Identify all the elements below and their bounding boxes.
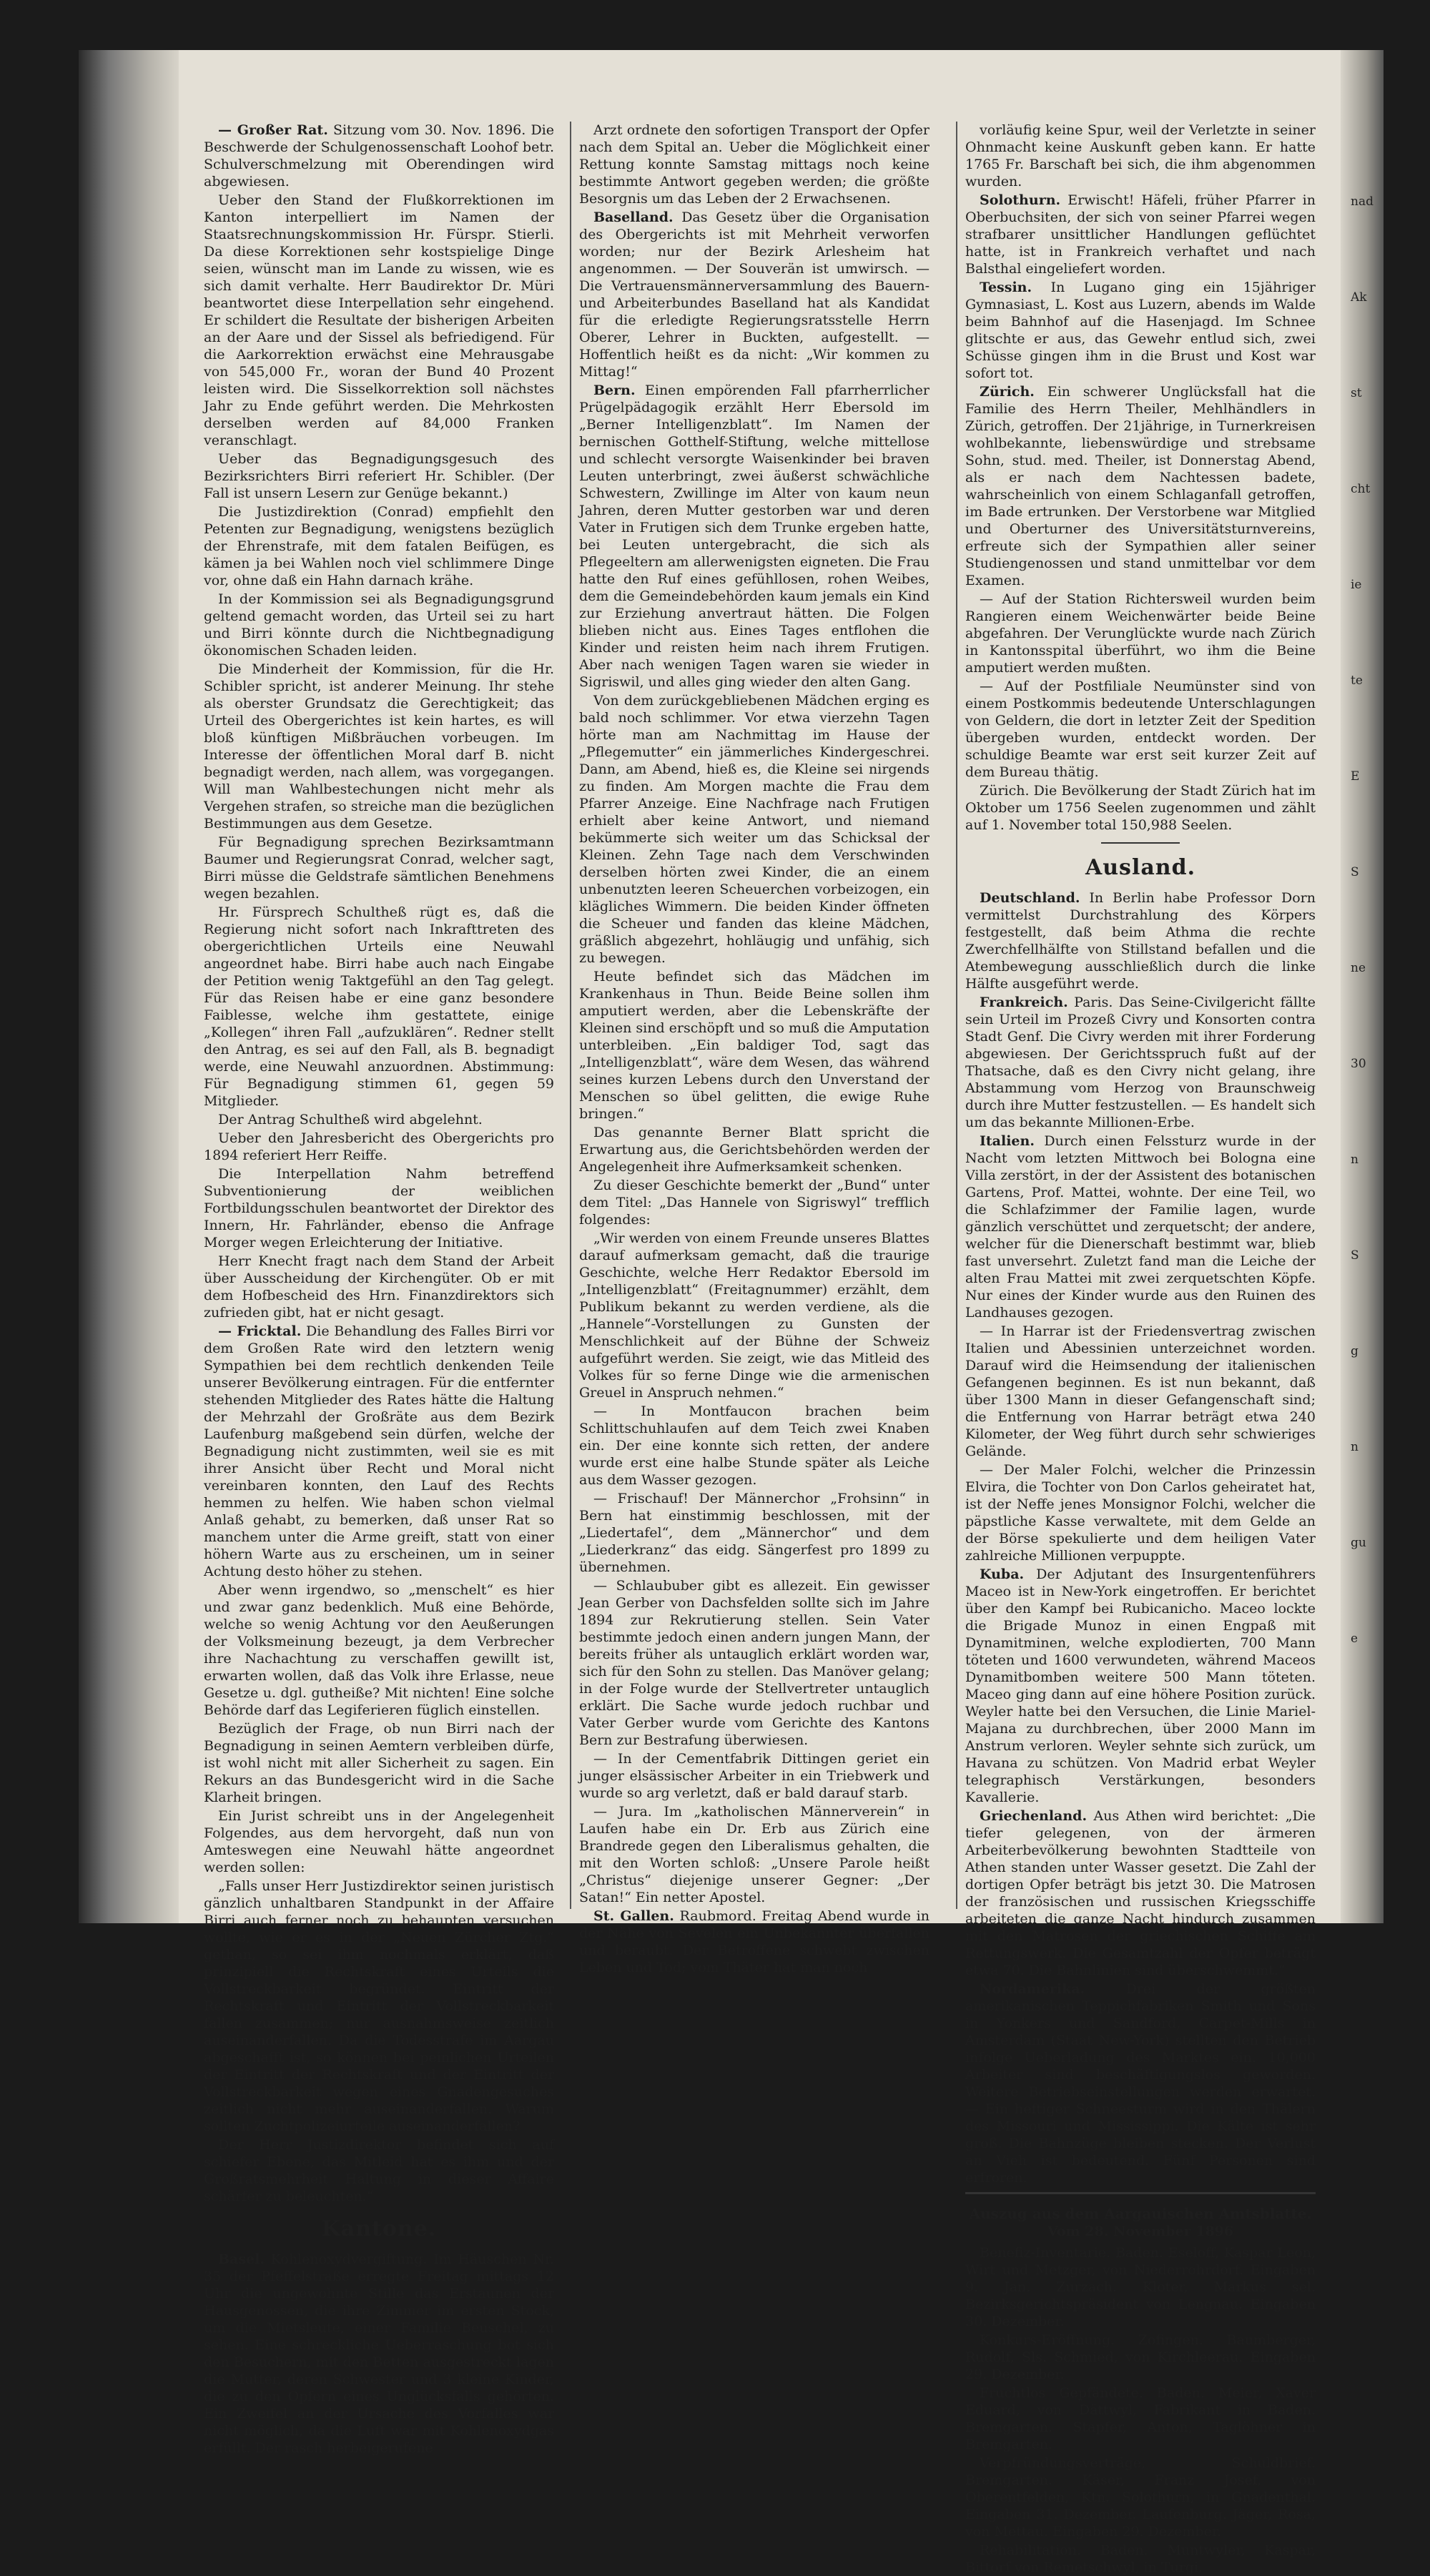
edge-fragment: S xyxy=(1351,865,1359,879)
edge-fragment: nad xyxy=(1351,194,1374,209)
column-1 xyxy=(204,122,555,2456)
paragraph-text: Zu dieser Geschichte bemerkt der „Bund“ unter dem Titel: „Das Hannele von Sigriswyl“ trefflich folgendes: xyxy=(579,1178,930,1228)
column-rule xyxy=(956,122,957,1909)
paragraph xyxy=(204,661,554,832)
article-lead: Zürich. xyxy=(980,384,1035,400)
basel-lead: Basel. xyxy=(218,2251,265,2267)
paragraph xyxy=(579,1230,930,1401)
baselland-text: Das Gesetz über die Organisation des Obergerichts ist mit Mehrheit verworfen worden; nur der Bezirk Arlesheim hat angenommen. — Der Souverän ist umwirsch. — Die Vertrauensmännerversammlung des Bauern- und Arbeiterbundes Baselland hat als Kandidat für die erledigte Regierungsratsstelle Herrn Oberer, Lehrer in Buckten, aufgestellt. — Hoffentlich heißt es da nicht: „Wir kommen zu Mittag!“ xyxy=(579,209,930,380)
stgallen-article xyxy=(579,1908,930,1976)
paragraph-text: Ueber den Stand der Flußkorrektionen im Kanton interpelliert im Namen der Staatsrechnungskommission Hr. Fürspr. Stierli. Da diese Korrektionen sehr kostspielige Dinge seien, wünscht man im Lande zu wissen, wie es sich damit verhalte. Herr Baudirektor Dr. Müri beantwortet diese Interpellation sehr eingehend. Er schildert die Resultate der bisherigen Arbeiten an der Aare und der Sissel als befriedigend. Für die Aarkorrektion erwächst eine Mehrausgabe von 545,000 Fr., woran der Bund 40 Prozent leisten wird. Die Sisselkorrektion soll nächstes Jahr zu Ende geführt werden. Die Mehrkosten derselben werden auf 84,000 Franken veranschlagt. xyxy=(204,192,554,448)
kuba-text: Der Adjutant des Insurgentenführers Maceo ist in New-York eingetroffen. Er berichtet über den Kampf bei Rubicanicho. Maceo lockte die Brigade Munoz in einen Engpaß mit Dynamitminen, welche explodierten, 700 Mann töteten und 1600 verwundeten, während Maceos Dynamitbomben weitere 500 Mann töteten. Maceo ging dann auf eine höhere Position zurück. Weyler hatte bei den Versuchen, die Linie Mariel-Majana zu durchbrechen, über 2000 Mann im Anstrum verloren. Weyler sehnte sich zurück, um Havana zu schützen. Von Madrid erbat Weyler telegraphisch Verstärkungen, besonders Kavallerie. xyxy=(965,1566,1316,1805)
edge-fragment: cht xyxy=(1351,482,1371,496)
paragraph-text: Zürich. Die Bevölkerung der Stadt Zürich hat im Oktober um 1756 Seelen zugenommen und zählt auf 1. November total 150,988 Seelen. xyxy=(965,783,1316,833)
paragraph-text: Hr. Fürsprech Schultheß rügt es, daß die Regierung nicht sofort nach Inkrafttreten des obergerichtlichen Urteils eine Neuwahl angeordnet habe. Birri habe auch nach Eingabe der Petition wenig Taktgefühl an den Tag gelegt. Für das Reisen habe er eine ganz besondere Faiblesse, welche ihm gestattete, einige „Kollegen“ ihren Fall „aufzuklären“. Redner stellt den Antrag, es sei auf den Fall, als B. begnadigt werde, eine Neuwahl anzuordnen. Abstimmung: Für Begnadigung stimmen 61, gegen 59 Mitglieder. xyxy=(204,904,554,1109)
newspaper-page xyxy=(79,50,1384,2575)
baselland-article xyxy=(579,209,930,380)
paragraph-text: Aber wenn irgendwo, so „menschelt“ es hier und zwar ganz bedenklich. Muß eine Behörde, welche so wenig Achtung vor den Aeußerungen der Volksmeinung bezeugt, ja dem Verbrecher ihre Nachachtung zu verschaffen gewillt ist, erwarten wollen, daß das Volk ihre Erlasse, neue Gesetze u. dgl. gutheiße? Mit nichten! Eine solche Behörde darf das Legiferieren füglich einstellen. xyxy=(204,1582,554,1718)
deutschland-lead: Deutschland. xyxy=(980,890,1080,906)
bern-article xyxy=(579,382,930,1906)
column-2 xyxy=(579,122,930,1975)
kuba-article xyxy=(965,1566,1316,1806)
divider xyxy=(965,2192,1316,2194)
paragraph-text: Durch einen Felssturz wurde in der Nacht vom letzten Mittwoch bei Bologna eine Villa zerstört, in der der Assistent des botanischen Gartens, Prof. Mattei, wohnte. Der eine Teil, wo die Schlafzimmer der Familie lagen, wurde gänzlich verschüttet und zerquetscht; der andere, welcher für die Dienerschaft bestimmt war, blieb fast unversehrt. Zuletzt fand man die Leiche der alten Frau Mattei mit zwei zerquetschten Köpfe. Nur eines der Kinder wurde aus den Ruinen des Landhauses gezogen. xyxy=(965,1133,1316,1321)
edge-fragment: e xyxy=(1351,1632,1358,1646)
paragraph xyxy=(204,904,554,1110)
edge-fragment: ne xyxy=(1351,961,1366,975)
nordamerika-lead: Nordamerika. xyxy=(980,1981,1085,1997)
paragraph-text: Fruchtlos Gepfändete. Baden. Meier, Xaver Eduard, von Dättwyl, Fabrikant in Baden. Bremgarten. Stapfer, Anton, Taglöhner in Bremgarten. xyxy=(965,2385,1316,2452)
edge-fragment: Ak xyxy=(1351,290,1367,305)
paragraph-text: Das genannte Berner Blatt spricht die Erwartung aus, die Gerichtsbehörden werden der Angelegenheit ihre Aufmerksamkeit schenken. xyxy=(579,1125,930,1175)
paragraph xyxy=(965,591,1316,676)
paragraph xyxy=(579,1124,930,1175)
paragraph-text: Von dem zurückgebliebenen Mädchen erging es bald noch schlimmer. Vor etwa vierzehn Tagen hörte man am Nachmittag im Hause der „Pflegemutter“ ein jämmerliches Kindergeschrei. Dann, am Abend, hieß es, die Kleine sei nirgends zu finden. Am Morgen machte die Frau dem Pfarrer Anzeige. Eine Nachfrage nach Frutigen erhielt aber keine Antwort, und niemand bekümmerte sich weiter um das Schicksal der Kleinen. Zehn Tage nach dem Verschwinden derselben hörten zwei Kinder, die an einem unbenutzten leeren Scheuerchen vorbeizogen, ein klägliches Wimmern. Die beiden Kinder öffneten die Scheuer und fanden das kleine Mädchen, gräßlich abgezehrt, hohläugig und unfähig, sich zu bewegen. xyxy=(579,693,930,966)
paragraph xyxy=(965,678,1316,781)
paragraph-text: — Auf der Postfiliale Neumünster sind von einem Postkommis bedeutende Unterschlagungen von Geldern, die dort in letzter Zeit der Spedition übergeben wurden, entdeckt worden. Der schuldige Beamte war erst seit kurzer Zeit auf dem Bureau thätig. xyxy=(965,678,1316,780)
edge-fragment: 30 xyxy=(1351,1057,1366,1071)
solothurn-lead: Solothurn. xyxy=(980,192,1061,208)
paragraph xyxy=(965,1461,1316,1564)
paragraph-text: — In Montfaucon brachen beim Schlittschuhlaufen auf dem Teich zwei Knaben ein. Der eine konnte sich retten, der andere wurde erst eine halbe Stunde später als Leiche aus dem Wasser gezogen. xyxy=(579,1403,930,1488)
paragraph-text: Benefiz-Inventarie. Baden. Eseloff, Kaspar Leon, Wirt und Metzger, von Niederrohrdorf. Eingaben 9. Jan. Zurzach. Kloter, Markus sel. Bezirksgerichtspräsident von Lengnau. Eingaben 30. Dezember. xyxy=(965,2245,1316,2329)
paragraph-text: Konkurs-Eröffnung. Zofingen. Baumberger, Rudolf, Sls. Schmied, von Kirchleerau. Eingaben 29. Dezember. xyxy=(965,2332,1316,2382)
paragraph-text: Die Interpellation Nahm betreffend Subventionierung der weiblichen Fortbildungsschulen beantwortet der Direktor des Innern, Hr. Fahrländer, ebenso die Anfrage Morger wegen Erleichterung der Initiative. xyxy=(204,1166,554,1250)
section-heading-kantone: Kantone. xyxy=(321,2216,437,2241)
paragraph-text: Die Justizdirektion (Conrad) empfiehlt den Petenten zur Begnadigung, wenigstens bezüglich der Ehrenstrafe, mit dem fatalen Beifügen, es kämen ja bei Wahlen noch viel schlimmere Dinge vor, ohne daß ein Hahn darnach krähe. xyxy=(204,504,554,588)
paragraph-text: Ueber das Begnadigungsgesuch des Bezirksrichters Birri referiert Hr. Schibler. (Der Fall ist unsern Lesern zur Genüge bekannt.) xyxy=(204,451,554,501)
paragraph-text: — Jura. Im „katholischen Männerverein“ in Laufen habe ein Dr. Erb aus Zürich eine Brandrede gegen den Liberalismus gehalten, die mit den Worten schloß: „Unsere Parole heißt „Christus“ diejenige unserer Gegner: „Der Satan!“ Ein netter Apostel. xyxy=(579,1804,930,1905)
paragraph-text: „Falls unser Herr Justizdirektor seinen juristisch gänzlich unhaltbaren Standpunkt in der Affaire Birri auch ferner noch zu behaupten versuchen wollte, wie er es in der „Neuen Zürcher Ztg.“ gethan, so sei ihm nochmals erklärt, daß prinzipiell die Rechtskraft eines Urteils die Vollstreckbarkeit begründet. Eintritt der Rechtskraft und Eintritt der Vollstreckbarkeit fallen zusammen; nur ausnahmsweise zeitlich auseinanderfallen. Da die Todesstrafe im Aargau abgeschafft ist, so können bei peinlichen Urteilen der Eintritt der Rechtskraft und der Eintritt der Vollstreckbarkeit wegen eines Gnadengesuches zeitlich nicht mehr auseinanderfallen. Warum sollten Zuchtpolizeiurteile auseinanderfallen? xyxy=(204,1878,554,2134)
paragraph-text: Rehabilitation. Baden. Muntwyler, Kaspar, Bittorf von Remetschwyl, in Turgi. xyxy=(965,2542,1316,2575)
paragraph-text: Heute befindet sich das Mädchen im Krankenhaus in Thun. Beide Beine sollen ihm amputiert werden, aber die Lebenskräfte der Kleinen sind erschöpft und so muß die Amputation unterbleiben. „Ein baldiger Tod, sagt das „Intelligenzblatt“, wäre dem Wesen, das während seines kurzen Lebens durch den Unverstand der Menschen so übel gelitten, die ewige Ruhe bringen.“ xyxy=(579,969,930,1122)
paragraph-text: Bezüglich der Frage, ob nun Birri nach der Begnadigung in seinen Aemtern verbleiben dürfe, ist wohl nicht mit aller Sicherheit zu sagen. Ein Rekurs an das Bundesgericht wird in die Sache Klarheit bringen. xyxy=(204,1721,554,1805)
paragraph-text: „Wir werden von einem Freunde unseres Blattes darauf aufmerksam gemacht, daß die traurige Geschichte, welche Herr Redaktor Ebersold im „Intelligenzblatt“ (Freitagnummer) erzählt, dem Publikum bekannt zu werden verdiene, als die „Hannele“-Vorstellungen zu Gunsten der Menschlichkeit auf der Bühne der Schweiz aufgeführt werden. Sie zeigt, wie das Mitleid des Volkes für so ferne Dinge wie die armenischen Greuel in Anspruch nehmen.“ xyxy=(579,1230,930,1401)
griechenland-lead: Griechenland. xyxy=(980,1808,1088,1824)
continuation-text: Arzt ordnete den sofortigen Transport der Opfer nach dem Spital an. Ueber die Möglichkeit einer Rettung konnte Samstag mittags noch keine bestimmte Antwort gegeben werden; die größte Besorgnis um das Leben der 2 Erwachsenen. xyxy=(579,122,930,207)
paragraph xyxy=(579,1490,930,1576)
column-3 xyxy=(965,122,1316,2575)
paragraph-text: Ein Jurist schreibt uns in der Angelegenheit Folgendes, aus dem hervorgeht, daß nun von Amteswegen eine Neuwahl hätte angeordnet werden sollen: xyxy=(204,1808,554,1875)
stgallen-text: Raubmord. Freitag Abend wurde in der Nähe von Sevelen ein Unbekannter überfallen und beraubt. Der Betroffene schwebt zwischen Leben und Tod; vom Thäter hat man noch xyxy=(579,1908,930,1975)
basel-article xyxy=(204,2251,554,2457)
paragraph-text: Für Begnadigung sprechen Bezirksamtmann Baumer und Regierungsrat Conrad, welcher sagt, Birri müsse die Geldstrafe sämtlichen Benehmens wegen bezahlen. xyxy=(204,834,554,902)
paragraph-text: Ueber den Jahresbericht des Obergerichts pro 1894 referiert Herr Reiffe. xyxy=(204,1130,554,1163)
amtsblatt-date: Vom 28. November 1896 xyxy=(1047,2224,1234,2239)
binding-gutter xyxy=(79,50,179,1923)
edge-fragment: st xyxy=(1351,386,1362,400)
paragraph xyxy=(965,1132,1316,1321)
paragraph xyxy=(204,192,554,449)
article-lead: — Großer Rat. xyxy=(218,122,328,138)
paragraph xyxy=(965,2454,1316,2540)
paragraph-text: Der Herr Justizdirektor befindet sich auf schiefer Ebene, das Mitleid hat es ihm und der Großratsmehrheit Haltung in dieser Affaire schärfer zu beleuchten.“ xyxy=(204,2137,554,2204)
paragraph-text: In der Kommission sei als Begnadigungsgrund geltend gemacht worden, das Urteil sei zu hart und Birri könnte durch die Nichtbegnadigung ökonomischen Schaden leiden. xyxy=(204,591,554,658)
edge-fragment: gu xyxy=(1351,1536,1366,1550)
paragraph xyxy=(204,450,554,502)
paragraph xyxy=(579,1177,930,1228)
paragraph xyxy=(579,692,930,967)
paragraph xyxy=(579,382,930,691)
tessin-lead: Tessin. xyxy=(980,280,1032,295)
amtsblatt-title: Auszug aus dem Aargauischen Amtsblatte. xyxy=(969,2205,1312,2222)
edge-text-fragments xyxy=(1351,193,1379,1726)
section-heading-ausland: Ausland. xyxy=(1085,855,1196,880)
edge-fragment: n xyxy=(1351,1440,1358,1454)
article-lead: Italien. xyxy=(980,1133,1035,1149)
stgallen-lead: St. Gallen. xyxy=(593,1908,674,1924)
paragraph xyxy=(204,1130,554,1164)
paragraph-text: — Schlaububer gibt es allezeit. Ein gewisser Jean Gerber von Dachsfelden sollte sich im Jahre 1894 zur Rekrutierung stellen. Sein Vater bestimmte jedoch einen andern jungen Mann, der bereits früher als untauglich erklärt worden war, sich für den Sohn zu stellen. Das Manöver gelang; in der Folge wurde der Stellvertreter untauglich erklärt. Die Sache wurde jedoch ruchbar und Vater Gerber wurde vom Gerichte des Kantons Bern zur Bestrafung überwiesen. xyxy=(579,1578,930,1748)
paragraph-text: — Frischauf! Der Männerchor „Frohsinn“ in Bern hat einstimmig beschlossen, mit der „Liedertafel“, dem „Männerchor“ und dem „Liederkranz“ das eidg. Sängerfest pro 1899 zu übernehmen. xyxy=(579,1491,930,1575)
article-lead: — Fricktal. xyxy=(218,1323,302,1339)
paragraph xyxy=(204,503,554,589)
baselland-lead: Baselland. xyxy=(593,209,674,225)
solothurn-text: Erwischt! Häfeli, früher Pfarrer in Oberbuchsiten, der sich von seiner Pfarrei wegen strafbarer unsittlicher Handlungen geflüchtet hatte, ist in Frankreich verhaftet und nach Balsthal eingeliefert worden. xyxy=(965,192,1316,277)
griechenland-text: Aus Athen wird berichtet: „Die tiefer gelegenen, von der ärmeren Arbeiterbevölkerung bewohnten Stadtteile von Athen standen unter Wasser gesetzt. Die Zahl der dortigen Opfer beträgt bis jetzt 30. Die Matrosen der französischen und russischen Kriegsschiffe arbeiteten die ganze Nacht hindurch zusammen mit den Matrosen der griechischen Schiffe am Rettungswerk. Die Gesamtzahl der Opfer beträgt etwa 70. Die Bahnlinien sind überschwemmt.“ xyxy=(965,1808,1316,1978)
divider xyxy=(1101,842,1180,844)
paragraph xyxy=(204,1877,554,2135)
paragraph xyxy=(579,1577,930,1749)
basel-text: Kohlenoxydvergiftung. Im Häuschen Nr. 35 der Pfeffelstraße erregte Freitag mittags 12 Uhr die ungewohnte Stille das Erstaunen der Hausgenossen, die ihre Zimmer im ersten Stock, um die Mietsleute, einer Familie Beuschel, zu sehen. Eine schreckliche Ueberraschung bot sich den Besuchern, mit den Betten ausgestreckt lagen die Mutter, deren Schwester und 3 kleine Kinder, die zu den Opfern eines Unglücksfalls gehörten. Ein Zweifel an der Ursache des Vorfalles war nicht möglich, da die Luft war mit Kohlenoxydgas erfüllt. Der rasch herbeigerufene xyxy=(204,2251,555,2456)
edge-fragment: te xyxy=(1351,673,1363,688)
grosser-rat-article xyxy=(204,122,554,1321)
deutschland-text: In Berlin habe Professor Dorn vermittelst Durchstrahlung des Körpers festgestellt, daß beim Athma die rechte Zwerchfellhälfte von Stillstand befallen und die Atembewegung ausschließlich durch die linke Hälfte ausgeführt werde. xyxy=(965,890,1316,992)
paragraph xyxy=(965,1323,1316,1460)
fricktal-article xyxy=(204,1323,554,2205)
paragraph xyxy=(204,122,554,190)
paragraph xyxy=(204,1111,554,1128)
zuerich-article xyxy=(965,383,1316,834)
paragraph-text: Der Antrag Schultheß wird abgelehnt. xyxy=(218,1112,483,1127)
paragraph-text: Die Minderheit der Kommission, für die Hr. Schibler spricht, ist anderer Meinung. Ihr stehe als oberster Grundsatz die Gerechtigkeit; das Urteil des Obergerichtes ist kein hartes, es will bloß künftigen Mißbräuchen vorbeugen. Im Interesse der öffentlichen Moral darf B. nicht begnadigt werden, nach allem, was vorgegangen. Will man Wahlbestechungen nicht mehr als Vergehen strafen, so streiche man die bezüglichen Bestimmungen aus dem Gesetze. xyxy=(204,661,554,831)
paragraph xyxy=(204,1323,554,1580)
paragraph-text: — Der Maler Folchi, welcher die Prinzessin Elvira, die Tochter von Don Carlos geheiratet hat, ist der Neffe jenes Monsignor Folchi, welcher die päpstliche Kasse verwaltete, mit dem Gelde an der Börse spekulierte und dem heiligen Vater zahlreiche Millionen verpuppte. xyxy=(965,1462,1316,1564)
paragraph-text: — In der Cementfabrik Dittingen geriet ein junger elsässischer Arbeiter in ein Triebwerk und wurde so arg verletzt, daß er bald darauf starb. xyxy=(579,1751,930,1801)
paragraph xyxy=(579,1403,930,1489)
solothurn-article xyxy=(965,192,1316,277)
paragraph xyxy=(965,2244,1316,2330)
paragraph xyxy=(204,1807,554,1876)
edge-fragment: S xyxy=(1351,1248,1359,1263)
amtsblatt-entries xyxy=(965,2244,1316,2576)
article-lead: Bern. xyxy=(593,383,636,398)
edge-fragment: E xyxy=(1351,769,1360,784)
deutschland-article xyxy=(965,889,1316,992)
paragraph-text: Sitzung vom 30. Nov. 1896. Die Beschwerde der Schulgenossenschaft Loohof betr. Schulverschmelzung mit Oberendingen wird abgewiesen. xyxy=(204,122,554,189)
paragraph-text: — Auf der Station Richtersweil wurden beim Rangieren einem Weichenwärter beide Beine abgefahren. Der Verunglückte wurde nach Zürich in Kantonsspital überführt, wo ihm die Beine amputiert werden mußten. xyxy=(965,591,1316,676)
nordamerika-article xyxy=(965,1980,1316,2186)
paragraph xyxy=(965,2384,1316,2453)
frankreich-text: Paris. Das Seine-Civilgericht fällte sein Urteil im Prozeß Civry und Konsorten contra Stadt Genf. Die Civry werden mit ihrer Forderung abgewiesen. Der Gerichtsspruch fußt auf der Thatsache, daß es den Civry nicht gelang, ihre Abstammung vom Herzog von Braunschweig durch ihre Mutter festzustellen. — Es handelt sich um das bekannte Millionen-Erbe. xyxy=(965,995,1316,1130)
kuba-lead: Kuba. xyxy=(980,1566,1025,1582)
paragraph xyxy=(965,782,1316,834)
continuation-text: vorläufig keine Spur, weil der Verletzte in seiner Ohnmacht keine Auskunft geben kann. Er hatte 1765 Fr. Barschaft bei sich, die ihm abgenommen wurden. xyxy=(965,122,1316,189)
frankreich-article xyxy=(965,994,1316,1131)
griechenland-article xyxy=(965,1807,1316,1979)
edge-fragment: g xyxy=(1351,1344,1358,1358)
paragraph xyxy=(204,834,554,902)
paragraph-text: Einen empörenden Fall pfarrherrlicher Prügelpädagogik erzählt Herr Ebersold im „Berner Intelligenzblatt“. Im Namen der bernischen Gotthelf-Stiftung, welche mittellose und schlecht versorgte Waisenkinder bei braven Leuten unterbringt, zwei äußerst schwächliche Schwestern, Zwillinge im Alter von kaum neun Jahren, deren Mutter gestorben war und deren Vater in Frutigen sich dem Trunke ergeben hatte, bei Leuten untergebracht, die sich als Pflegeeltern am allerwenigsten eigneten. Die Frau hatte den Ruf eines gefühllosen, rohen Weibes, dem die Gemeindebehörden kaum jemals ein Kind zur Erziehung anvertraut hätten. Die Folgen blieben nicht aus. Eines Tages entflohen die Kinder und reisten heim nach ihrem Frutigen. Aber nach wenigen Tagen waren sie wieder in Sigriswil, und alles ging wieder den alten Gang. xyxy=(579,383,930,690)
paragraph xyxy=(579,968,930,1122)
column-rule xyxy=(570,122,571,1909)
paragraph xyxy=(204,1720,554,1806)
paragraph-text: Die Behandlung des Falles Birri vor dem Großen Rate wird den letztern wenig Sympathien bei dem rechtlich denkenden Teile unserer Bevölkerung eintragen. Für die entfernter stehenden Mitglieder des Rates hätte die Haltung der Mehrzahl der Großräte aus dem Bezirk Laufenburg maßgebend sein dürfen, welche der Begnadigung nicht zustimmten, weil sie es mit ihrer Ansicht über Recht und Moral nicht vereinbaren konnten, den Lauf des Rechts hemmen zu helfen. Wie haben schon vielmal Anlaß gehabt, zu bemerken, daß unser Rat so manchem unter die Arme greift, statt von einer höhern Warte aus zu erscheinen, um in seiner Achtung desto höher zu stehen. xyxy=(204,1323,554,1579)
paragraph xyxy=(965,2331,1316,2383)
tessin-article xyxy=(965,279,1316,382)
paragraph-text: Ein schwerer Unglücksfall hat die Familie des Herrn Theiler, Mehlhändlers in Zürich, getroffen. Der 21jährige, in Turnerkreisen wohlbekannte, liebenswürdige und strebsame Sohn, stud. med. Theiler, ist Donnerstag Abend, als er nach dem Nachtessen badete, wahrscheinlich von einem Schlaganfall getroffen, im Bade ertrunken. Der Verstorbene war Mitglied und Oberturner des Universitätsturnvereins, erfreute sich der Sympathien aller seiner Studiengenossen und stand unmittelbar vor dem Examen. xyxy=(965,384,1316,588)
italien-article xyxy=(965,1132,1316,1564)
paragraph-text: — In Harrar ist der Friedensvertrag zwischen Italien und Abessinien unterzeichnet worden. Darauf wird die Heimsendung der italienischen Gefangenen beginnen. Es ist nun bekannt, daß über 1300 Mann in dieser Gefangenschaft sind; die Entfernung von Harrar beträgt etwa 240 Kilometer, der Weg führt durch sehr schwieriges Gelände. xyxy=(965,1323,1316,1459)
paragraph xyxy=(579,1750,930,1802)
paragraph xyxy=(204,1253,554,1321)
paragraph xyxy=(204,591,554,659)
frankreich-lead: Frankreich. xyxy=(980,995,1068,1010)
paragraph xyxy=(204,1581,554,1719)
paragraph-text: Verpfründungsverträge, Schuldbrief. Bremgarten. Käser, Franz Josef, von Oberentfelden, Ktn. Solothurn, in Gnadenthal. Eingaben 31. Dezember. Laufenburg. Jäger, Rosa, von Mettau. Eingaben 29. Dezember. xyxy=(965,2455,1316,2540)
edge-fragment: ie xyxy=(1351,578,1362,592)
next-page-edge xyxy=(1341,50,1384,1923)
edge-fragment: n xyxy=(1351,1153,1358,1167)
paragraph xyxy=(204,2136,554,2205)
paragraph xyxy=(204,1165,554,1251)
paragraph xyxy=(579,1803,930,1906)
paragraph-text: Herr Knecht fragt nach dem Stand der Arbeit über Ausscheidung der Kirchengüter. Ob er mit dem Hofbescheid des Hrn. Finanzdirektors sich zufrieden gibt, hat er nicht gesagt. xyxy=(204,1253,554,1321)
paragraph xyxy=(965,383,1316,589)
paragraph xyxy=(965,2542,1316,2576)
tessin-text: In Lugano ging ein 15jähriger Gymnasiast, L. Kost aus Luzern, abends im Walde beim Bahnhof auf die Hasenjagd. Im Schnee glitschte er aus, das Gewehr entlud sich, zwei Schüsse gingen ihm in die Brust und Kost war sofort tot. xyxy=(965,280,1316,381)
nordamerika-text: Drei der größten amerikanischen Teppichfabriken Smith und Sons in Yonkers und Sandford, Carpet-Mills in Amsterdam (Staat New-York) stellten den Betrieb infolge Ueberladung des Marktes ein. 10,000 Arbeiter sind beschäftigungslos geworden. Weitere Betriebseinstellungen werden erwartet. — Ein heftiger Schneesturm wird in den Thälern des Missouri und Mississippi. Die Kälte ist sehr groß. Die Bahnzüge bleiben stecken. Der Verlust an Vieh ist bedeutend. Fünf Personen sind erfroren. xyxy=(965,1981,1316,2186)
